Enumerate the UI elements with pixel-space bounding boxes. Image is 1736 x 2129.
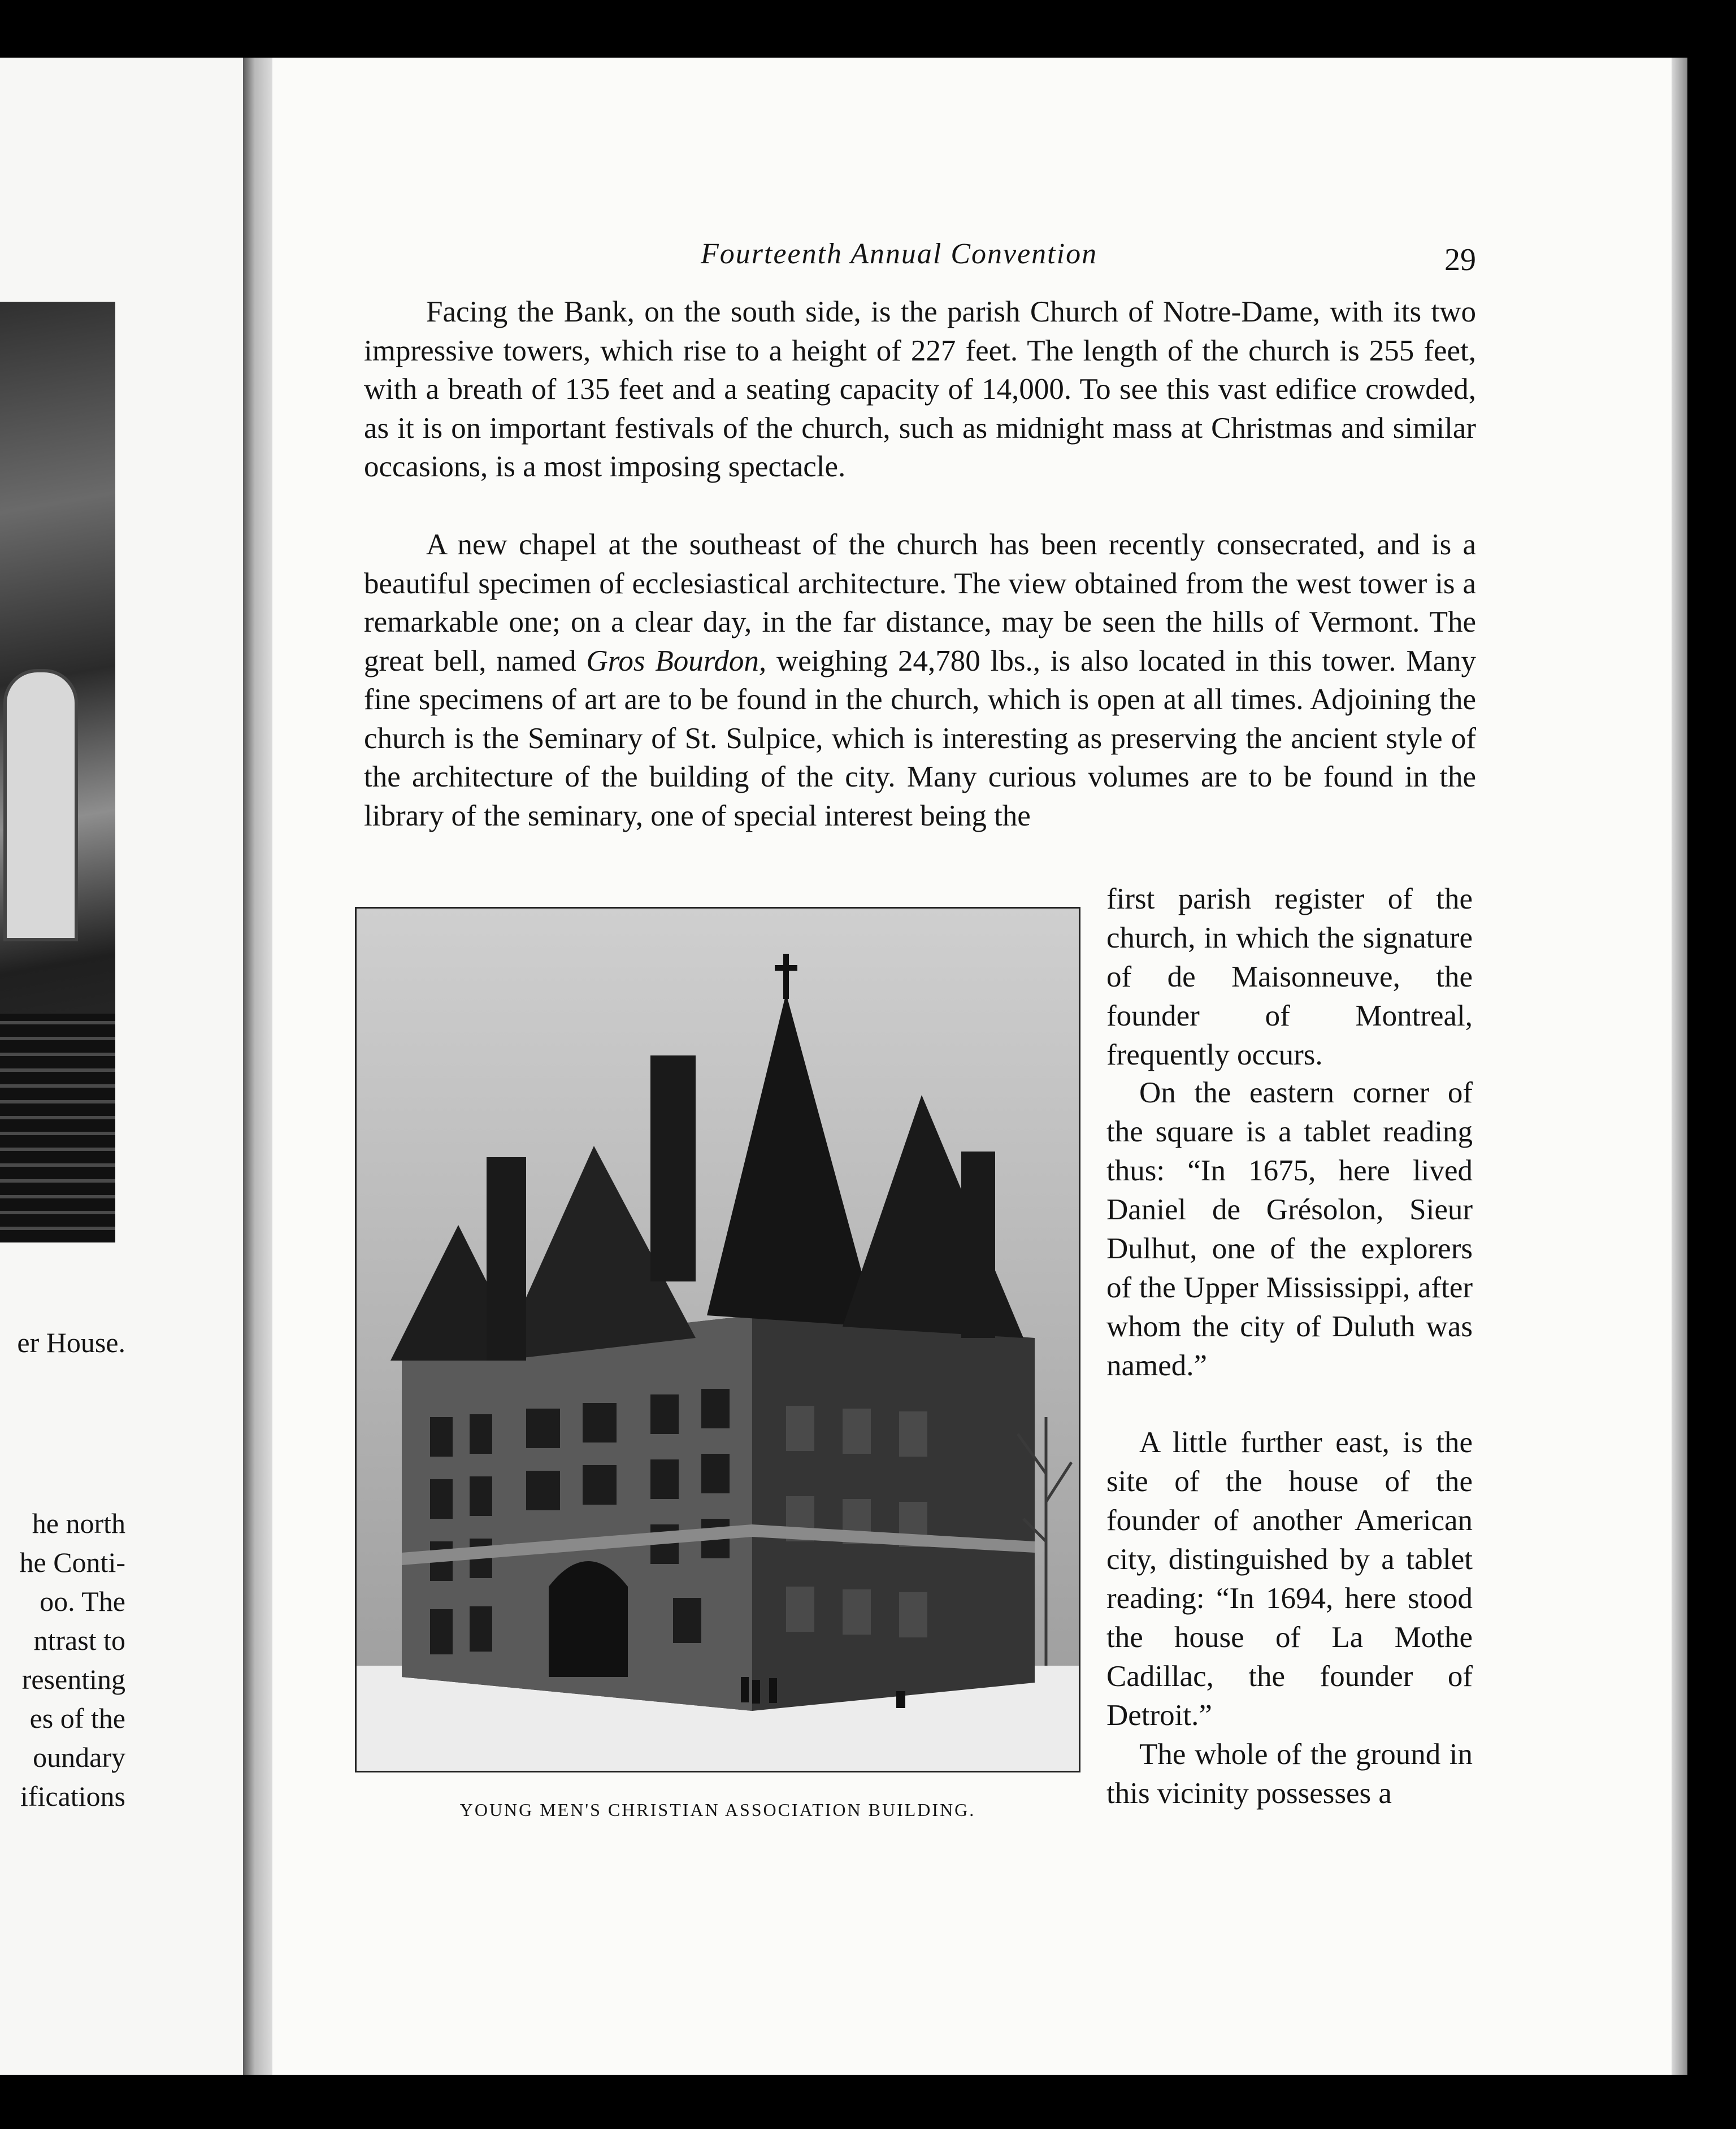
left-text-line: he Conti- [19,1546,125,1578]
left-text-line: es of the [29,1702,125,1734]
paragraph-chapel-continued: weighing 24,780 lbs., is also located in this tower. Many fine specimens of art are to be found in the church, which is open at all times. Adjoining the church is the Seminary of St. Sulpice, which is interesting as preserving the ancient style of the architecture of the building of the city. Many curious volumes are to be found in the library of the seminary, one of special interest being the [364,644,1477,832]
figure-caption: YOUNG MEN'S CHRISTIAN ASSOCIATION BUILDING. [459,1800,976,1820]
paragraph-register-continued: first parish register of the church, in which the signature of de Maisonneuve, the founder of Montreal, frequently occurs. [1106,883,1473,1071]
left-caption-fragment: er House. [17,1327,125,1358]
left-facing-page [0,58,243,2075]
paragraph-chapel [364,525,1476,835]
left-text-line: he north [32,1507,125,1539]
pews-shape [0,1014,115,1242]
page-number: 29 [1444,242,1476,277]
left-text-line: ntrast to [33,1624,125,1656]
paragraph-vicinity: The whole of the ground in this vicinity possesses a [1106,1738,1473,1810]
left-page-photo [0,302,115,1242]
paragraph-chapel-text: A new chapel at the southeast of the church has been recently consecrated, and is a beautiful specimen of ecclesiastical architecture. The view obtained from the west tower is a remarkable one; on a clear day, in the far distance, may be seen the hills of Vermont. The great bell, named [364,528,1476,677]
book-spine [243,58,272,2075]
paragraph-cadillac-tablet: A little further east, is the site of the house of the founder of another American city, distinguished by a tablet reading: “In 1694, here stood the house of La Mothe Cadillac, the founder of Detroit.” [1106,1426,1473,1732]
ymca-building-photo [355,907,1080,1772]
running-head: Fourteenth Annual Convention [701,238,1098,270]
building-illustration [357,909,1079,1771]
left-text-line: oundary [33,1741,125,1773]
paragraph-notre-dame: Facing the Bank, on the south side, is the parish Church of Notre-Dame, with its two impressive towers, which rise to a height of 227 feet. The length of the church is 255 feet, with a breath of 135 feet and a seating capacity of 14,000. To see this vast edifice crowded, as it is on important festivals of the church, such as midnight mass at Christmas and similar occasions, is a most imposing spectacle. [364,296,1476,483]
left-text-line: resenting [21,1663,125,1695]
paragraph-dulhut-tablet: On the eastern corner of the square is a tablet reading thus: “In 1675, here lived Daniel de Grésolon, Sieur Dulhut, one of the explorers of the Upper Mississippi, after whom the city of Duluth was named.” [1106,1076,1473,1382]
left-text-line: oo. The [40,1585,125,1617]
left-text-line: ifications [20,1780,125,1812]
page-edge [1672,58,1687,2075]
arched-window-shape [3,669,78,941]
bell-name: Gros Bourdon, [586,644,767,677]
